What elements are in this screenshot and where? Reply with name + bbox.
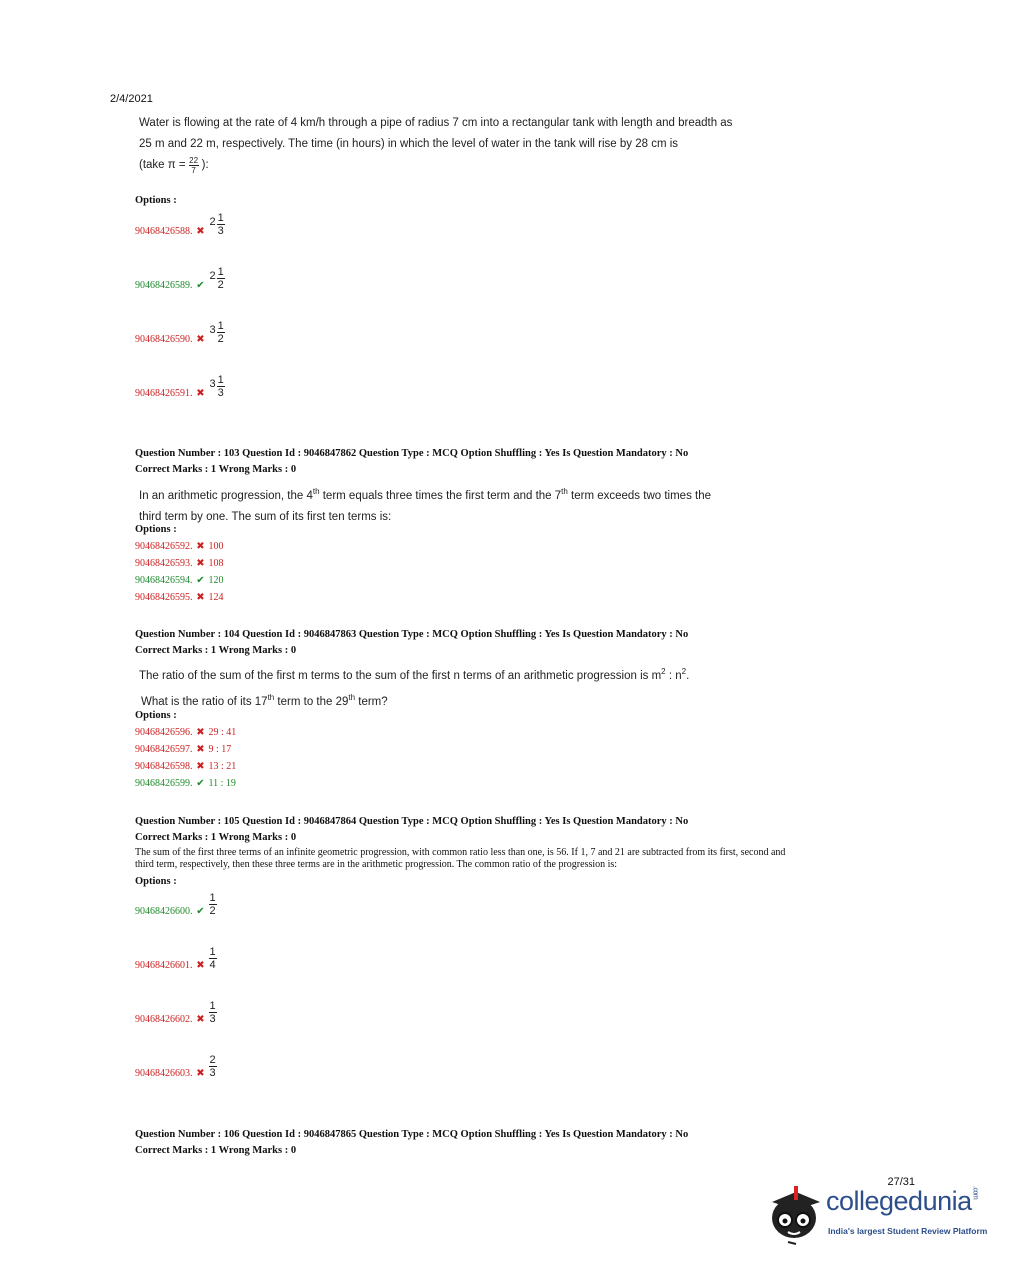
wrong-cross-icon: ✖ (196, 744, 205, 755)
q104-option (135, 778, 236, 789)
option-mixed-number (210, 320, 225, 345)
option-id: 90468426588. (135, 226, 193, 237)
option-mixed-number (210, 266, 225, 291)
correct-check-icon: ✔ (196, 906, 205, 917)
q103-option (135, 541, 224, 552)
q105-meta: Question Number : 105 Question Id : 9046847864 Question Type : MCQ Option Shuffling : Yes Is Question Mandatory : No Correct Marks : 1 Wrong Marks : 0 (135, 816, 689, 843)
fraction-numerator: 1 (217, 320, 224, 332)
q103-meta: Question Number : 103 Question Id : 9046847862 Question Type : MCQ Option Shuffling : Yes Is Question Mandatory : No Correct Marks : 1 Wrong Marks : 0 (135, 448, 689, 475)
q102-option (135, 374, 225, 399)
q105-option (135, 892, 217, 917)
brand-name: collegedunia.com (826, 1186, 979, 1216)
option-id: 90468426602. (135, 1014, 193, 1025)
option-id: 90468426601. (135, 960, 193, 971)
option-id: 90468426599. (135, 778, 193, 789)
correct-check-icon: ✔ (196, 280, 205, 291)
wrong-cross-icon: ✖ (196, 334, 205, 345)
option-mixed-number (210, 374, 225, 399)
wrong-cross-icon: ✖ (196, 1068, 205, 1079)
print-date: 2/4/2021 (110, 93, 153, 105)
option-fraction (209, 892, 217, 917)
page-number: 27/31 (887, 1176, 915, 1188)
wrong-cross-icon: ✖ (196, 727, 205, 738)
fraction-denominator: 2 (217, 279, 224, 291)
fraction-numerator: 1 (209, 1000, 216, 1012)
option-value: 29 : 41 (208, 727, 237, 738)
option-fraction (217, 374, 225, 399)
fraction-denominator: 2 (217, 333, 224, 345)
q103-option (135, 558, 224, 569)
q102-option (135, 266, 225, 291)
wrong-cross-icon: ✖ (196, 558, 205, 569)
mixed-whole: 3 (209, 377, 216, 390)
q102-text-line1: Water is flowing at the rate of 4 km/h through a pipe of radius 7 cm into a rectangular tank with length and breadth as (139, 117, 733, 129)
wrong-cross-icon: ✖ (196, 226, 205, 237)
fraction-denominator: 3 (209, 1067, 216, 1079)
wrong-cross-icon: ✖ (196, 960, 205, 971)
fraction-numerator: 2 (209, 1054, 216, 1066)
q105-text (135, 847, 905, 871)
q104-options-label: Options : (135, 710, 177, 721)
option-value: 11 : 19 (208, 778, 236, 789)
q104-option (135, 744, 231, 755)
option-value: 9 : 17 (208, 744, 232, 755)
option-id: 90468426594. (135, 575, 193, 586)
q102-text-line2: 25 m and 22 m, respectively. The time (in hours) in which the level of water in the tank will rise by 28 cm is (139, 138, 679, 150)
fraction-numerator: 1 (217, 212, 224, 224)
q105-option (135, 1000, 217, 1025)
wrong-cross-icon: ✖ (196, 761, 205, 772)
option-id: 90468426593. (135, 558, 193, 569)
q104-text-line2: What is the ratio of its 17th term to the 29th term? (141, 692, 388, 708)
fraction-numerator: 1 (217, 374, 224, 386)
correct-check-icon: ✔ (196, 778, 205, 789)
fraction-denominator: 3 (217, 387, 224, 399)
option-mixed-number (210, 212, 225, 237)
q102-text (139, 113, 732, 176)
mascot-logo-icon (766, 1180, 826, 1246)
q102-option (135, 320, 225, 345)
option-id: 90468426589. (135, 280, 193, 291)
wrong-cross-icon: ✖ (196, 592, 205, 603)
q104-text (139, 661, 689, 713)
q103-option (135, 575, 224, 586)
option-id: 90468426592. (135, 541, 193, 552)
option-fraction (217, 266, 225, 291)
q102-option (135, 212, 225, 237)
fraction-denominator: 2 (209, 905, 216, 917)
pi-fraction: $\frac{22}{7}$ (189, 156, 199, 175)
mixed-whole: 3 (209, 323, 216, 336)
correct-check-icon: ✔ (196, 575, 205, 586)
q106-meta: Question Number : 106 Question Id : 9046847865 Question Type : MCQ Option Shuffling : Yes Is Question Mandatory : No Correct Marks : 1 Wrong Marks : 0 (135, 1129, 689, 1156)
q103-text-line2: third term by one. The sum of its first ten terms is: (139, 510, 392, 523)
wrong-cross-icon: ✖ (196, 541, 205, 552)
option-id: 90468426603. (135, 1068, 193, 1079)
option-id: 90468426597. (135, 744, 193, 755)
q105-option (135, 1054, 217, 1079)
option-fraction (209, 946, 217, 971)
q103-text (139, 481, 711, 528)
q102-options-label: Options : (135, 195, 177, 206)
fraction-numerator: 1 (209, 892, 216, 904)
option-value: 13 : 21 (208, 761, 237, 772)
fraction-denominator: 3 (217, 225, 224, 237)
fraction-denominator: 3 (209, 1013, 216, 1025)
mixed-whole: 2 (209, 269, 216, 282)
option-fraction (217, 212, 225, 237)
q104-option (135, 761, 236, 772)
q105-text-line1: The sum of the first three terms of an infinite geometric progression, with common ratio less than one, is 56. If 1, 7 and 21 are subtracted from its first, second and (135, 847, 786, 858)
q102-pi-note: (take π = $\frac{22}{7}$ ): (139, 156, 209, 175)
option-id: 90468426600. (135, 906, 193, 917)
fraction-numerator: 1 (217, 266, 224, 278)
fraction-numerator: 1 (209, 946, 216, 958)
wrong-cross-icon: ✖ (196, 388, 205, 399)
mixed-whole: 2 (209, 215, 216, 228)
q104-meta: Question Number : 104 Question Id : 9046847863 Question Type : MCQ Option Shuffling : Yes Is Question Mandatory : No Correct Marks : 1 Wrong Marks : 0 (135, 629, 689, 656)
q105-text-line2: third term, respectively, then these three terms are in the arithmetic progression. The common ratio of the progression is: (135, 859, 618, 870)
option-value: 100 (208, 541, 224, 552)
q103-options-label: Options : (135, 524, 177, 535)
option-fraction (209, 1000, 217, 1025)
option-id: 90468426598. (135, 761, 193, 772)
option-value: 120 (208, 575, 224, 586)
q104-text-line1: The ratio of the sum of the first m terms to the sum of the first n terms of an arithmetic progression is $m^2$ : $n^2$. (139, 667, 690, 682)
q104-option (135, 727, 236, 738)
option-id: 90468426595. (135, 592, 193, 603)
option-fraction (217, 320, 225, 345)
q105-options-label: Options : (135, 876, 177, 887)
q105-option (135, 946, 217, 971)
option-fraction (209, 1054, 217, 1079)
brand-tagline: India's largest Student Review Platform (828, 1226, 988, 1236)
q103-text-line1: In an arithmetic progression, the 4th term equals three times the first term and the 7th term exceeds two times the (139, 487, 711, 502)
option-id: 90468426591. (135, 388, 193, 399)
option-id: 90468426596. (135, 727, 193, 738)
fraction-denominator: 4 (209, 959, 216, 971)
option-value: 108 (208, 558, 224, 569)
option-id: 90468426590. (135, 334, 193, 345)
wrong-cross-icon: ✖ (196, 1014, 205, 1025)
q103-option (135, 592, 224, 603)
option-value: 124 (208, 592, 224, 603)
